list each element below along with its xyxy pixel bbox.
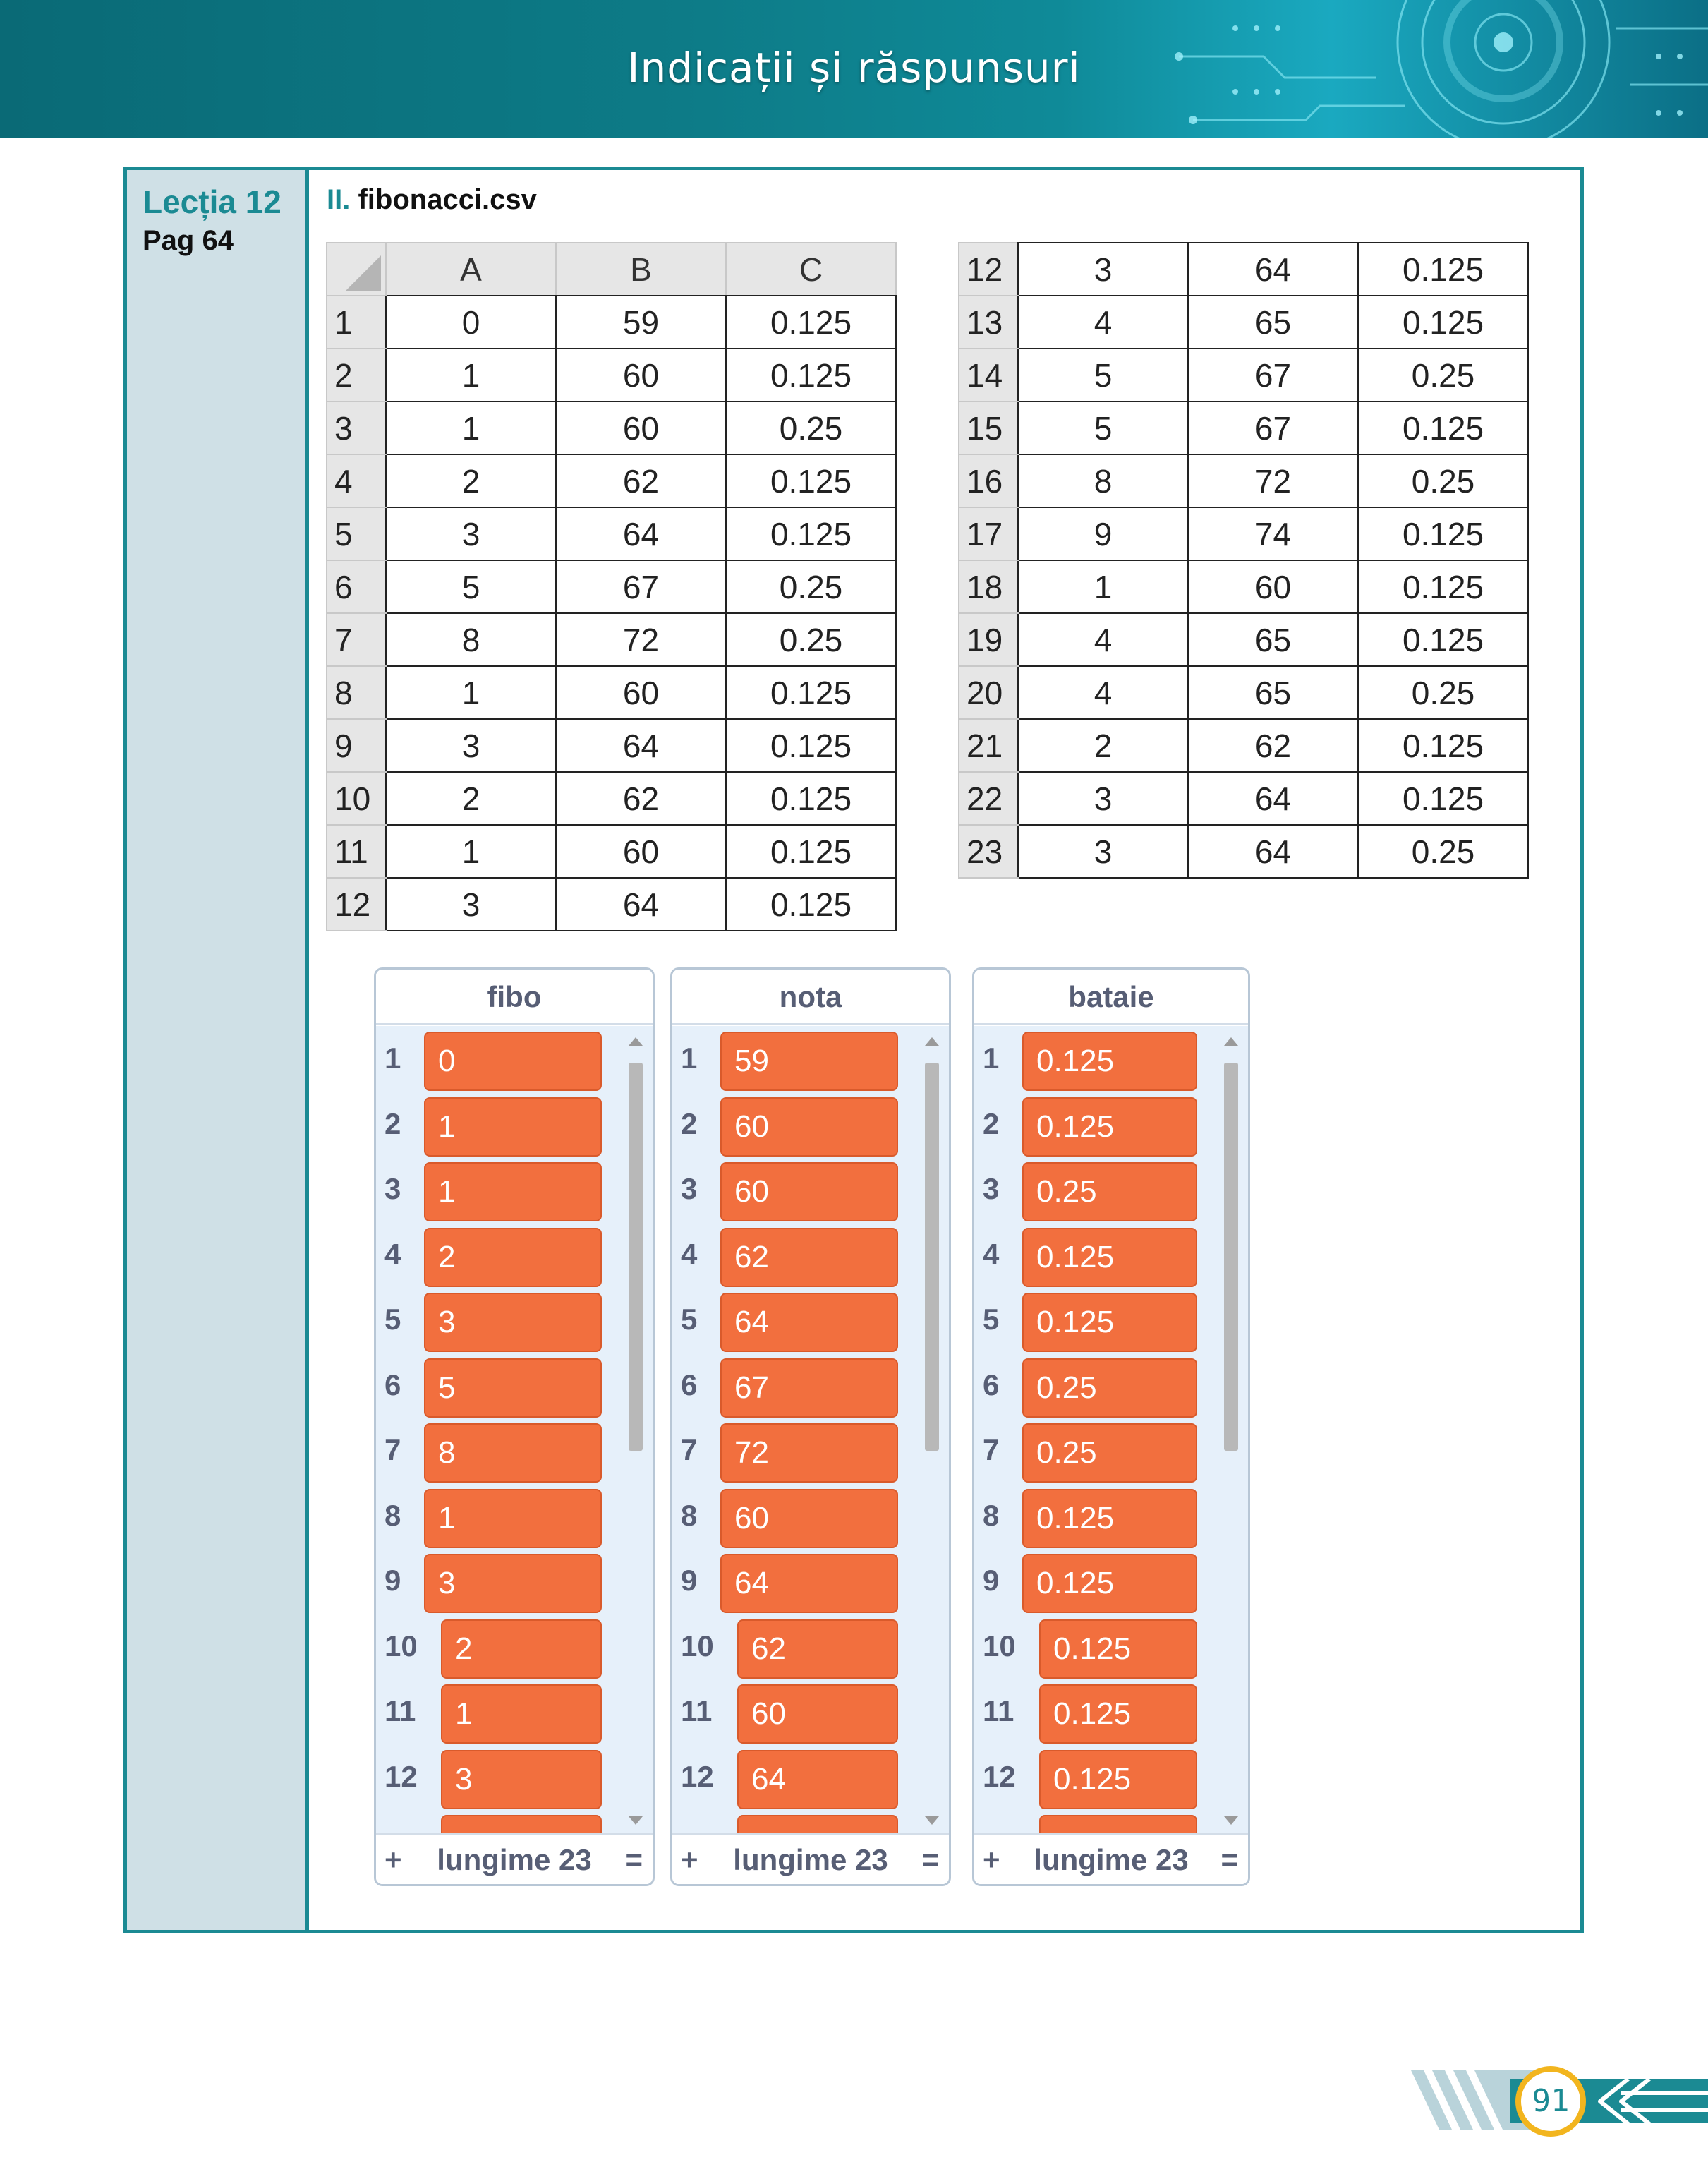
page-title: Indicații și răspunsuri [627,44,1081,92]
list-monitor-footer [376,1833,653,1884]
list-item-index: 3 [681,1172,698,1205]
table-row [327,507,896,560]
row-header: 7 [327,613,386,666]
table-cell: 60 [1188,560,1358,613]
table-cell: 0.125 [1358,613,1528,666]
add-item-button[interactable]: + [384,1843,402,1876]
scroll-down-icon[interactable] [925,1816,939,1825]
table-cell: 0.125 [1358,772,1528,825]
list-item-value[interactable]: 1 [424,1489,602,1548]
row-header: 5 [327,507,386,560]
table-row [327,613,896,666]
double-arrow-left-icon [1593,2072,1708,2131]
list-item [672,1158,949,1223]
list-item [974,1485,1248,1550]
list-item [376,1288,653,1353]
table-row [959,349,1528,402]
table-cell: 0.125 [1358,560,1528,613]
row-header: 11 [327,825,386,878]
list-item-value[interactable]: 62 [737,1619,898,1679]
table-cell: 60 [556,349,726,402]
table-cell: 74 [1188,507,1358,560]
table-row [959,296,1528,349]
table-cell: 1 [1018,560,1188,613]
list-monitor-body [376,1026,653,1836]
list-item-value[interactable]: 60 [720,1162,898,1221]
list-length: lungime 23 [1034,1843,1189,1876]
list-item-index: 9 [983,1564,1000,1597]
table-cell: 3 [1018,243,1188,296]
row-header: 19 [959,613,1018,666]
table-cell: 1 [386,666,556,719]
row-header: 8 [327,666,386,719]
table-cell: 0.125 [726,825,896,878]
table-cell: 72 [556,613,726,666]
list-item-value[interactable]: 3 [424,1293,602,1352]
list-item-value[interactable]: 3 [424,1554,602,1613]
list-item-index: 6 [384,1368,401,1401]
list-item-value[interactable]: 1 [424,1162,602,1221]
table-cell: 0.125 [726,772,896,825]
table-cell: 62 [556,454,726,507]
list-item-value[interactable]: 0.125 [1022,1097,1197,1157]
row-header: 20 [959,666,1018,719]
page-number: 91 [1515,2066,1586,2137]
list-item-value[interactable]: 1 [424,1097,602,1157]
table-row [327,772,896,825]
list-item-index: 10 [384,1629,418,1662]
row-header: 21 [959,719,1018,772]
table-cell: 0.125 [726,507,896,560]
list-item-value[interactable]: 60 [737,1684,898,1744]
list-item-value[interactable]: 64 [720,1293,898,1352]
table-row [959,613,1528,666]
lesson-page: Pag 64 [143,225,234,256]
list-item-index: 1 [983,1042,1000,1075]
list-item-index: 5 [384,1303,401,1336]
scrollbar-thumb[interactable] [925,1063,939,1451]
list-item-value[interactable]: 2 [441,1619,602,1679]
table-cell: 64 [556,878,726,931]
content-frame [123,167,1584,1933]
table-row [327,454,896,507]
table-cell: 62 [1188,719,1358,772]
list-item-index: 1 [384,1042,401,1075]
row-header: 14 [959,349,1018,402]
table-cell: 0.125 [726,454,896,507]
list-item [376,1746,653,1811]
table-cell: 2 [386,454,556,507]
table-cell: 0.125 [726,296,896,349]
list-item-index: 2 [983,1106,1000,1140]
table-row [327,719,896,772]
list-item [376,1027,653,1092]
list-item-index: 5 [983,1303,1000,1336]
table-cell: 0.25 [1358,825,1528,878]
list-monitor-title: fibo [376,970,653,1025]
scroll-up-icon[interactable] [1224,1037,1238,1046]
table-cell: 3 [386,878,556,931]
list-item-index: 8 [983,1498,1000,1532]
list-item-index: 5 [681,1303,698,1336]
table-cell: 64 [556,507,726,560]
list-item-value[interactable]: 8 [424,1423,602,1483]
list-item-value[interactable]: 64 [737,1750,898,1809]
table-cell: 5 [1018,402,1188,454]
list-monitor-bataie[interactable] [972,967,1250,1886]
table-cell: 1 [386,402,556,454]
list-item [974,1224,1248,1288]
list-item [672,1615,949,1680]
row-header: 16 [959,454,1018,507]
list-item [672,1550,949,1614]
list-item [974,1419,1248,1484]
list-item [672,1027,949,1092]
list-item-value[interactable]: 0.25 [1022,1358,1197,1418]
row-header: 6 [327,560,386,613]
list-item-value[interactable]: 0.125 [1022,1554,1197,1613]
list-item-value[interactable]: 0.25 [1022,1423,1197,1483]
row-header: 23 [959,825,1018,878]
list-monitor-title: bataie [974,970,1248,1025]
list-item-value[interactable]: 0.125 [1039,1684,1197,1744]
table-cell: 0.125 [726,878,896,931]
list-item [672,1093,949,1158]
table-row [327,825,896,878]
table-cell: 4 [1018,613,1188,666]
list-item [672,1746,949,1811]
table-cell: 8 [386,613,556,666]
list-item [376,1680,653,1745]
row-header: 2 [327,349,386,402]
table-row [327,878,896,931]
table-cell: 8 [1018,454,1188,507]
row-header: 12 [959,243,1018,296]
list-item [376,1615,653,1680]
table-cell: 3 [386,719,556,772]
table-cell: 3 [386,507,556,560]
list-item-index: 12 [384,1759,418,1793]
table-cell: 0.125 [726,719,896,772]
list-item [672,1224,949,1288]
spreadsheet-part-2 [958,242,1529,879]
table-cell: 64 [1188,243,1358,296]
lesson-title: Lecția 12 [143,183,281,220]
resize-handle[interactable]: = [921,1843,939,1876]
table-cell: 0.125 [1358,243,1528,296]
list-item [672,1354,949,1419]
list-item [376,1419,653,1484]
scroll-down-icon[interactable] [629,1816,643,1825]
table-row [327,402,896,454]
row-header: 17 [959,507,1018,560]
table-cell: 3 [1018,825,1188,878]
list-item-index: 8 [681,1498,698,1532]
list-item-value[interactable]: 0.125 [1022,1228,1197,1287]
list-item-value[interactable]: 3 [441,1750,602,1809]
scroll-up-icon[interactable] [925,1037,939,1046]
scrollbar-thumb[interactable] [629,1063,643,1451]
list-item [974,1093,1248,1158]
section-heading [327,184,537,216]
list-item-index: 7 [681,1433,698,1466]
list-item-index: 3 [983,1172,1000,1205]
list-item [974,1027,1248,1092]
list-item-value[interactable]: 59 [720,1032,898,1091]
list-item [376,1158,653,1223]
list-item-index: 4 [384,1237,401,1271]
list-item [974,1615,1248,1680]
table-cell: 60 [556,666,726,719]
list-item-index: 11 [983,1694,1014,1727]
table-cell: 0.125 [1358,296,1528,349]
table-cell: 0.125 [726,349,896,402]
list-item-value[interactable]: 64 [720,1554,898,1613]
table-cell: 60 [556,402,726,454]
row-header: 3 [327,402,386,454]
row-header: 4 [327,454,386,507]
table-cell: 0.125 [726,666,896,719]
table-cell: 5 [386,560,556,613]
column-header-c: C [726,243,896,296]
table-cell: 0.25 [1358,666,1528,719]
table-cell: 0.125 [1358,719,1528,772]
column-header-b: B [556,243,726,296]
row-header: 18 [959,560,1018,613]
table-cell: 72 [1188,454,1358,507]
table-row [959,402,1528,454]
resize-handle[interactable]: = [1221,1843,1238,1876]
list-item-value[interactable]: 0.125 [1022,1032,1197,1091]
list-scrollbar[interactable] [622,1026,650,1836]
list-item-value[interactable]: 0.125 [1022,1293,1197,1352]
row-header: 1 [327,296,386,349]
table-row [959,560,1528,613]
list-item [376,1224,653,1288]
table-cell: 0.25 [726,402,896,454]
list-item-index: 4 [983,1237,1000,1271]
lesson-sidebar [127,170,309,1930]
table-cell: 65 [1188,296,1358,349]
table-cell: 2 [1018,719,1188,772]
list-item-index: 3 [384,1172,401,1205]
table-cell: 3 [1018,772,1188,825]
table-row [327,296,896,349]
table-row [327,560,896,613]
list-item-index: 2 [384,1106,401,1140]
table-cell: 67 [1188,402,1358,454]
list-item-value[interactable]: 5 [424,1358,602,1418]
list-monitor-footer [672,1833,949,1884]
list-item-value[interactable]: 67 [720,1358,898,1418]
table-cell: 64 [1188,825,1358,878]
list-item [974,1288,1248,1353]
list-item [974,1158,1248,1223]
row-header: 22 [959,772,1018,825]
table-cell: 0.25 [1358,454,1528,507]
table-cell: 59 [556,296,726,349]
list-item-index: 9 [384,1564,401,1597]
list-scrollbar[interactable] [918,1026,946,1836]
list-item-index: 10 [983,1629,1016,1662]
table-row [327,349,896,402]
table-cell: 0.25 [726,613,896,666]
column-header-a: A [386,243,556,296]
table-cell: 65 [1188,613,1358,666]
list-item-index: 6 [983,1368,1000,1401]
list-monitor-fibo[interactable] [374,967,655,1886]
table-row [959,454,1528,507]
table-cell: 4 [1018,666,1188,719]
resize-handle[interactable]: = [625,1843,643,1876]
table-cell: 0.25 [1358,349,1528,402]
table-cell: 0 [386,296,556,349]
list-item-value[interactable]: 0.125 [1039,1619,1197,1679]
scroll-up-icon[interactable] [629,1037,643,1046]
section-title: fibonacci.csv [358,184,537,215]
list-item [672,1485,949,1550]
list-item [376,1550,653,1614]
table-cell: 65 [1188,666,1358,719]
list-item [974,1680,1248,1745]
list-item-index: 11 [681,1694,713,1727]
table-cell: 0.125 [1358,507,1528,560]
table-cell: 1 [386,349,556,402]
table-cell: 9 [1018,507,1188,560]
table-cell: 62 [556,772,726,825]
table-cell: 67 [556,560,726,613]
list-item [672,1419,949,1484]
list-item-index: 2 [681,1106,698,1140]
list-item-index: 12 [681,1759,714,1793]
list-monitor-nota[interactable] [670,967,951,1886]
select-all-corner [327,243,386,296]
list-item-index: 11 [384,1694,416,1727]
row-header: 13 [959,296,1018,349]
list-item-index: 9 [681,1564,698,1597]
list-item-value[interactable]: 0.25 [1022,1162,1197,1221]
list-item [376,1354,653,1419]
list-item-value[interactable]: 60 [720,1097,898,1157]
scrollbar-thumb[interactable] [1224,1063,1238,1451]
list-item-value[interactable]: 0.125 [1022,1489,1197,1548]
list-item [376,1093,653,1158]
list-item [974,1354,1248,1419]
list-length: lungime 23 [733,1843,888,1876]
table-cell: 0.25 [726,560,896,613]
table-cell: 5 [1018,349,1188,402]
row-header: 12 [327,878,386,931]
table-row [959,772,1528,825]
spreadsheet-part-1 [326,242,897,931]
list-item-index: 8 [384,1498,401,1532]
scroll-down-icon[interactable] [1224,1816,1238,1825]
list-item-value[interactable]: 0 [424,1032,602,1091]
row-header: 10 [327,772,386,825]
add-item-button[interactable]: + [681,1843,698,1876]
list-item-index: 4 [681,1237,698,1271]
add-item-button[interactable]: + [983,1843,1000,1876]
table-row [327,666,896,719]
row-header: 9 [327,719,386,772]
corner-triangle-icon [346,255,381,291]
list-monitor-footer [974,1833,1248,1884]
table-cell: 4 [1018,296,1188,349]
list-item-value[interactable]: 60 [720,1489,898,1548]
list-item [376,1485,653,1550]
list-item-value[interactable]: 1 [441,1684,602,1744]
list-item [672,1288,949,1353]
list-monitor-title: nota [672,970,949,1025]
table-row [959,719,1528,772]
list-monitor-body [672,1026,949,1836]
list-length: lungime 23 [437,1843,592,1876]
list-item-index: 1 [681,1042,698,1075]
list-item-value[interactable]: 72 [720,1423,898,1483]
list-item-value[interactable]: 0.125 [1039,1750,1197,1809]
table-cell: 1 [386,825,556,878]
list-scrollbar[interactable] [1217,1026,1245,1836]
list-monitor-body [974,1026,1248,1836]
table-cell: 60 [556,825,726,878]
table-row [959,666,1528,719]
section-number: II. [327,184,351,215]
table-cell: 64 [556,719,726,772]
row-header: 15 [959,402,1018,454]
list-item-index: 7 [983,1433,1000,1466]
list-item-index: 6 [681,1368,698,1401]
list-item-index: 10 [681,1629,714,1662]
page-header [0,0,1708,138]
list-item [974,1746,1248,1811]
table-row [959,825,1528,878]
list-item-index: 12 [983,1759,1016,1793]
table-cell: 2 [386,772,556,825]
list-item [974,1550,1248,1614]
column-header-row [327,243,896,296]
list-item-value[interactable]: 2 [424,1228,602,1287]
table-cell: 67 [1188,349,1358,402]
table-row [959,507,1528,560]
list-item [672,1680,949,1745]
table-cell: 0.125 [1358,402,1528,454]
table-row [959,243,1528,296]
list-item-value[interactable]: 62 [720,1228,898,1287]
list-item-index: 7 [384,1433,401,1466]
table-cell: 64 [1188,772,1358,825]
